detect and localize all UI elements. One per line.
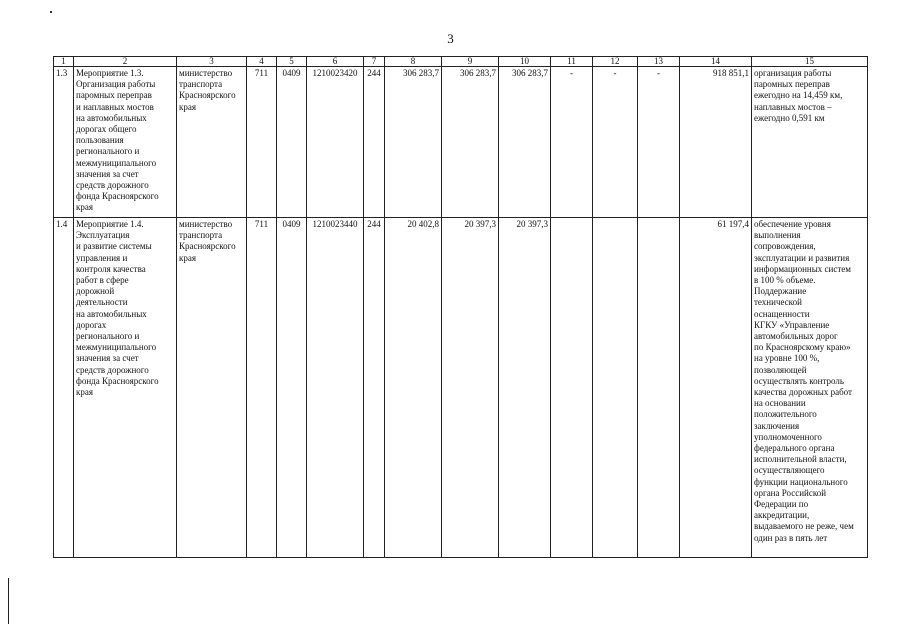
col-header: 10 bbox=[499, 57, 551, 67]
col-header: 8 bbox=[385, 57, 442, 67]
total-amount: 61 197,4 bbox=[680, 218, 752, 558]
col-header: 11 bbox=[551, 57, 593, 67]
col-header: 4 bbox=[247, 57, 277, 67]
year1-amount: 306 283,7 bbox=[385, 67, 442, 218]
expected-result: организация работы паромных переправ ежегодно на 14,459 км, наплавных мостов – ежегодно 0,591 км bbox=[752, 67, 868, 218]
row-number: 1.4 bbox=[54, 218, 74, 558]
col12-value bbox=[593, 218, 638, 558]
measure-name: Мероприятие 1.4. Эксплуатация и развитие системы управления и контроля качества работ в сфере дорожной деятельности на автомобильных дорогах регионального и межмуниципального значения за счет средств дорожного фонда Красноярского края bbox=[74, 218, 177, 558]
year1-amount: 20 402,8 bbox=[385, 218, 442, 558]
page-number: 3 bbox=[447, 31, 454, 46]
target-article-code: 1210023440 bbox=[307, 218, 364, 558]
col-header: 2 bbox=[74, 57, 177, 67]
year2-amount: 306 283,7 bbox=[442, 67, 499, 218]
grbs-code: 711 bbox=[247, 218, 277, 558]
total-amount: 918 851,1 bbox=[680, 67, 752, 218]
measure-name: Мероприятие 1.3. Организация работы паромных переправ и наплавных мостов на автомобильных дорогах общего пользования регионального и межмуниципального значения за счет средств дорожного фонда Красноярского края bbox=[74, 67, 177, 218]
scan-speck bbox=[50, 11, 52, 13]
col11-value bbox=[551, 218, 593, 558]
col-header: 7 bbox=[364, 57, 385, 67]
col-header: 15 bbox=[752, 57, 868, 67]
row-number: 1.3 bbox=[54, 67, 74, 218]
col13-value: - bbox=[638, 67, 680, 218]
col-header: 1 bbox=[54, 57, 74, 67]
col11-value: - bbox=[551, 67, 593, 218]
budget-table bbox=[53, 56, 868, 558]
col-header: 14 bbox=[680, 57, 752, 67]
col12-value: - bbox=[593, 67, 638, 218]
year3-amount: 20 397,3 bbox=[499, 218, 551, 558]
expense-type-code: 244 bbox=[364, 218, 385, 558]
scan-margin-mark bbox=[8, 578, 9, 624]
table-row bbox=[54, 67, 868, 218]
expense-type-code: 244 bbox=[364, 67, 385, 218]
col-header: 5 bbox=[277, 57, 307, 67]
executor: министерство транспорта Красноярского края bbox=[177, 218, 247, 558]
col13-value bbox=[638, 218, 680, 558]
table-row bbox=[54, 218, 868, 558]
executor: министерство транспорта Красноярского края bbox=[177, 67, 247, 218]
col-header: 6 bbox=[307, 57, 364, 67]
grbs-code: 711 bbox=[247, 67, 277, 218]
col-header: 9 bbox=[442, 57, 499, 67]
column-number-row bbox=[54, 57, 868, 67]
expected-result: обеспечение уровня выполнения сопровождения, эксплуатации и развития информационных систем в 100 % объеме. Поддержание технической оснащенности КГКУ «Управление автомобильных дорог по Красноярскому краю» на уровне 100 %, позволяющей осуществлять контроль качества дорожных работ на основании положительного заключения уполномоченного федерального органа исполнительной власти, осуществляющего функции национального органа Российской Федерации по аккредитации, выдаваемого не реже, чем один раз в пять лет bbox=[752, 218, 868, 558]
col-header: 3 bbox=[177, 57, 247, 67]
section-code: 0409 bbox=[277, 67, 307, 218]
year2-amount: 20 397,3 bbox=[442, 218, 499, 558]
col-header: 13 bbox=[638, 57, 680, 67]
year3-amount: 306 283,7 bbox=[499, 67, 551, 218]
section-code: 0409 bbox=[277, 218, 307, 558]
col-header: 12 bbox=[593, 57, 638, 67]
target-article-code: 1210023420 bbox=[307, 67, 364, 218]
